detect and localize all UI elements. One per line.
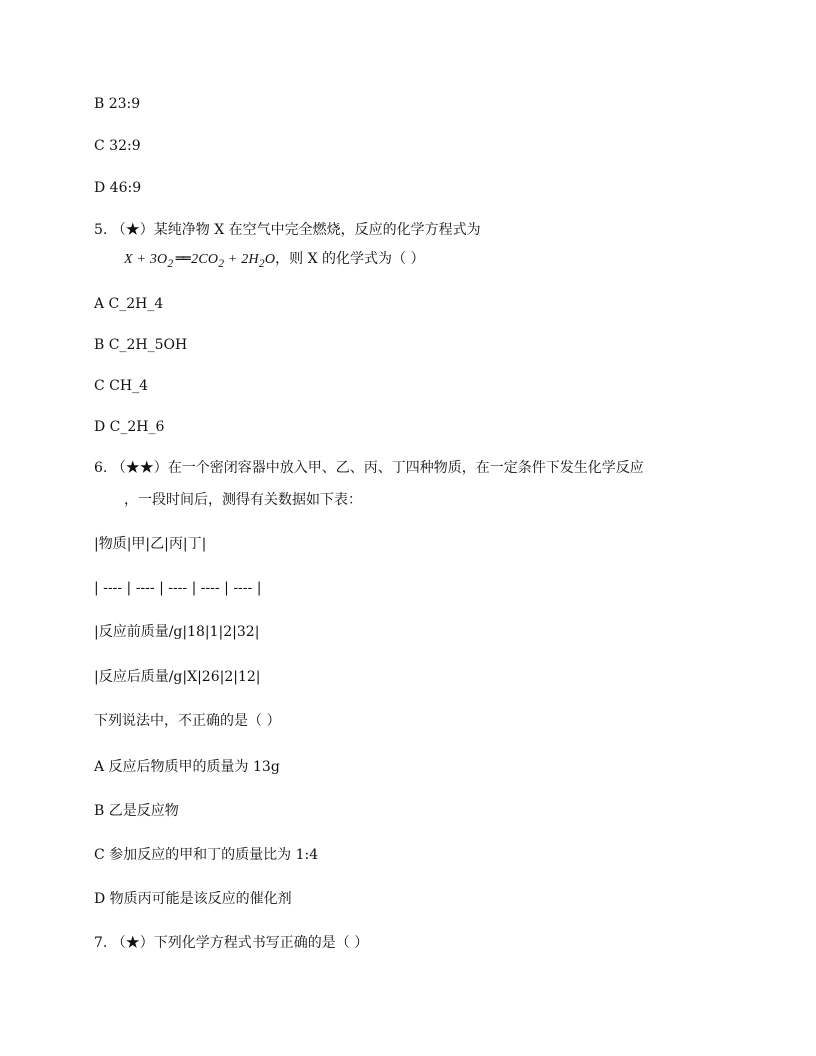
question-5-option-c: C CH_4 (94, 378, 148, 394)
option-b-ratio: B 23:9 (94, 96, 141, 112)
question-7-stem: 7. （★）下列化学方程式书写正确的是（ ） (94, 935, 369, 951)
equation-o2: + 3O (132, 252, 168, 267)
equation-equals-sign: ══ (173, 251, 192, 267)
question-5-option-b: B C_2H_5OH (94, 337, 188, 353)
question-6-prompt: 下列说法中，不正确的是（ ） (94, 713, 281, 729)
question-6-option-d: D 物质丙可能是该反应的催化剂 (94, 891, 292, 907)
equation-sub: 2 (218, 256, 225, 270)
question-6-stem-continued: ，一段时间后，测得有关数据如下表： (124, 492, 362, 508)
equation-sub: 2 (167, 256, 174, 270)
equation-x: X (124, 252, 133, 267)
table-header-row: |物质|甲|乙|丙|丁| (94, 536, 207, 552)
equation-h2o: + 2H (224, 252, 259, 267)
question-5-stem: 5. （★）某纯净物 X 在空气中完全燃烧，反应的化学方程式为 (94, 222, 481, 238)
question-6-stem: 6. （★★）在一个密闭容器中放入甲、乙、丙、丁四种物质，在一定条件下发生化学反应 (94, 460, 644, 476)
option-c-ratio: C 32:9 (94, 138, 141, 154)
question-6-option-c: C 参加反应的甲和丁的质量比为 1:4 (94, 847, 319, 863)
equation-co2: 2CO (191, 252, 219, 267)
question-5-stem-tail: ，则 X 的化学式为（ ） (275, 251, 425, 267)
question-6-option-a: A 反应后物质甲的质量为 13g (94, 759, 280, 775)
table-row-before: |反应前质量/g|18|1|2|32| (94, 624, 260, 640)
question-5-option-a: A C_2H_4 (94, 296, 164, 312)
table-separator-row: | ---- | ---- | ---- | ---- | ---- | (94, 580, 262, 596)
question-5-option-d: D C_2H_6 (94, 419, 165, 435)
equation-sub: 2 (258, 256, 265, 270)
question-5-equation-line (124, 250, 424, 273)
question-6-option-b: B 乙是反应物 (94, 803, 179, 819)
option-d-ratio: D 46:9 (94, 180, 142, 196)
equation-o: O (264, 252, 276, 267)
table-row-after: |反应后质量/g|X|26|2|12| (94, 669, 261, 685)
